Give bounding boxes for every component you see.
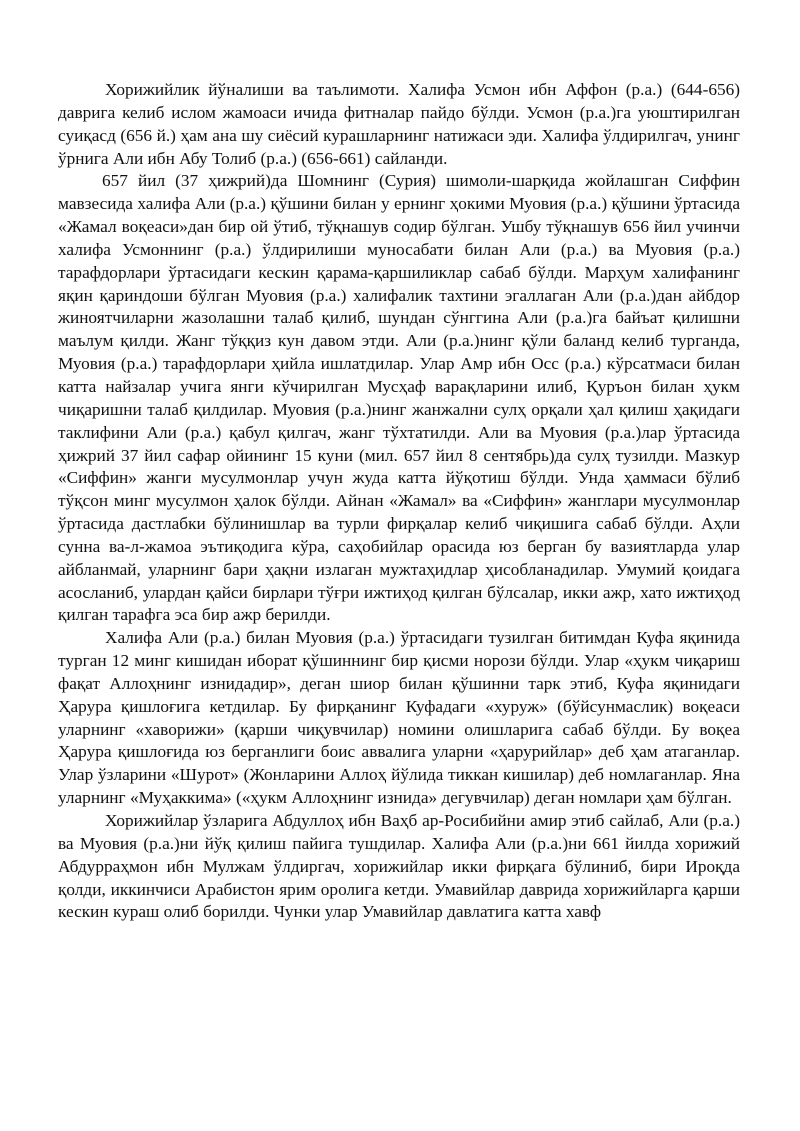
document-body: [58, 79, 740, 924]
paragraph-khawarij-intro: Хорижийлик йўналиши ва таълимоти. Халифа Усмон ибн Аффон (р.а.) (644-656) даврига келиб ислом жамоаси ичида фитналар пайдо бўлди. Усмон (р.а.)га уюштирилган суиқасд (656 й.) ҳам ана шу сиёсий курашларнинг натижаси эди. Халифа ўлдирилгач, унинг ўрнига Али ибн Абу Толиб (р.а.) (656-661) сайланди.: [58, 80, 740, 168]
paragraph-kufa-split: Халифа Али (р.а.) билан Муовия (р.а.) ўртасидаги тузилган битимдан Куфа яқинида турган 12 минг кишидан иборат қўшиннинг бир қисми норози бўлди. Улар «ҳукм чиқариш фақат Аллоҳнинг изнидадир», деган шиор билан қўшинни тарк этиб, Куфа яқинидаги Ҳарура қишлоғига кетдилар. Бу фирқанинг Куфадаги «хуруж» (бўйсунмаслик) воқеаси уларнинг «хаворижи» (қарши чиқувчилар) номини олишларига сабаб бўлди. Бу воқеа Ҳарура қишлоғида юз берганлиги боис аввалига уларни «ҳарурийлар» деб ҳам атаганлар. Улар ўзларини «Шурот» (Жонларини Аллоҳ йўлида тиккан кишилар) деб номлаганлар. Яна уларнинг «Муҳаккима» («ҳукм Аллоҳнинг изнида» дегувчилар) деган номлари ҳам бўлган.: [58, 628, 740, 808]
paragraph-siffin-battle: 657 йил (37 ҳижрий)да Шомнинг (Сурия) шимоли-шарқида жойлашган Сиффин мавзесида халифа Али (р.а.) қўшини билан у ернинг ҳокими Муовия (р.а.) қўшини ўртасида «Жамал воқеаси»дан бир ой ўтиб, тўқнашув содир бўлган. Ушбу тўқнашув 656 йил учинчи халифа Усмоннинг (р.а.) ўлдирилиши муносабати билан Али (р.а.) ва Муовия (р.а.) тарафдорлари ўртасидаги кескин қарама-қаршиликлар сабаб бўлди. Марҳум халифанинг яқин қариндоши бўлган Муовия (р.а.) халифалик тахтини эгаллаган Али (р.а.)дан айбдор жиноятчиларни жазолашни талаб қилиб, шундан сўнггина Али (р.а.)га байъат қилишни маълум қилди. Жанг тўққиз кун давом этди. Али (р.а.)нинг қўли баланд келиб турганда, Муовия (р.а.) тарафдорлари ҳийла ишлатдилар. Улар Амр ибн Осс (р.а.) кўрсатмаси билан катта найзалар учига янги кўчирилган Мусҳаф варақларини илиб, Қуръон билан ҳукм чиқаришни талаб қилдилар. Муовия (р.а.)нинг жанжални сулҳ орқали ҳал қилиш ҳақидаги таклифини Али (р.а.) қабул қилгач, жанг тўхтатилди. Али ва Муовия (р.а.)лар ўртасида ҳижрий 37 йил сафар ойининг 15 куни (мил. 657 йил 8 сентябрь)да сулҳ тузилди. Мазкур «Сиффин» жанги мусулмонлар учун жуда катта йўқотиш бўлди. Унда ҳаммаси бўлиб тўқсон минг мусулмон ҳалок бўлди. Айнан «Жамал» ва «Сиффин» жанглари мусулмонлар ўртасида дастлабки бўлинишлар ва турли фирқалар келиб чиқишига сабаб бўлди. Аҳли сунна ва-л-жамоа эътиқодига кўра, саҳобийлар орасида юз берган бу вазиятларда улар айбланмай, уларнинг бари ҳақни излаган мужтаҳидлар ҳисобланадилар. Умумий қоидага асосланиб, улардан қайси бирлари тўғри ижтиҳод қилган бўлсалар, икки ажр, хато ижтиҳод қилган тарафга эса бир ажр берилди.: [58, 171, 740, 625]
paragraph-khawarij-leaders: Хорижийлар ўзларига Абдуллоҳ ибн Ваҳб ар-Росибийни амир этиб сайлаб, Али (р.а.) ва Муовия (р.а.)ни йўқ қилиш пайига тушдилар. Халифа Али (р.а.)ни 661 йилда хорижий Абдурраҳмон ибн Мулжам ўлдиргач, хорижийлар икки фирқага бўлиниб, бири Ироқда қолди, иккинчиси Арабистон ярим оролига кетди. Умавийлар даврида хорижийларга қарши кескин кураш олиб борилди. Чунки улар Умавийлар давлатига катта хавф: [58, 811, 740, 922]
